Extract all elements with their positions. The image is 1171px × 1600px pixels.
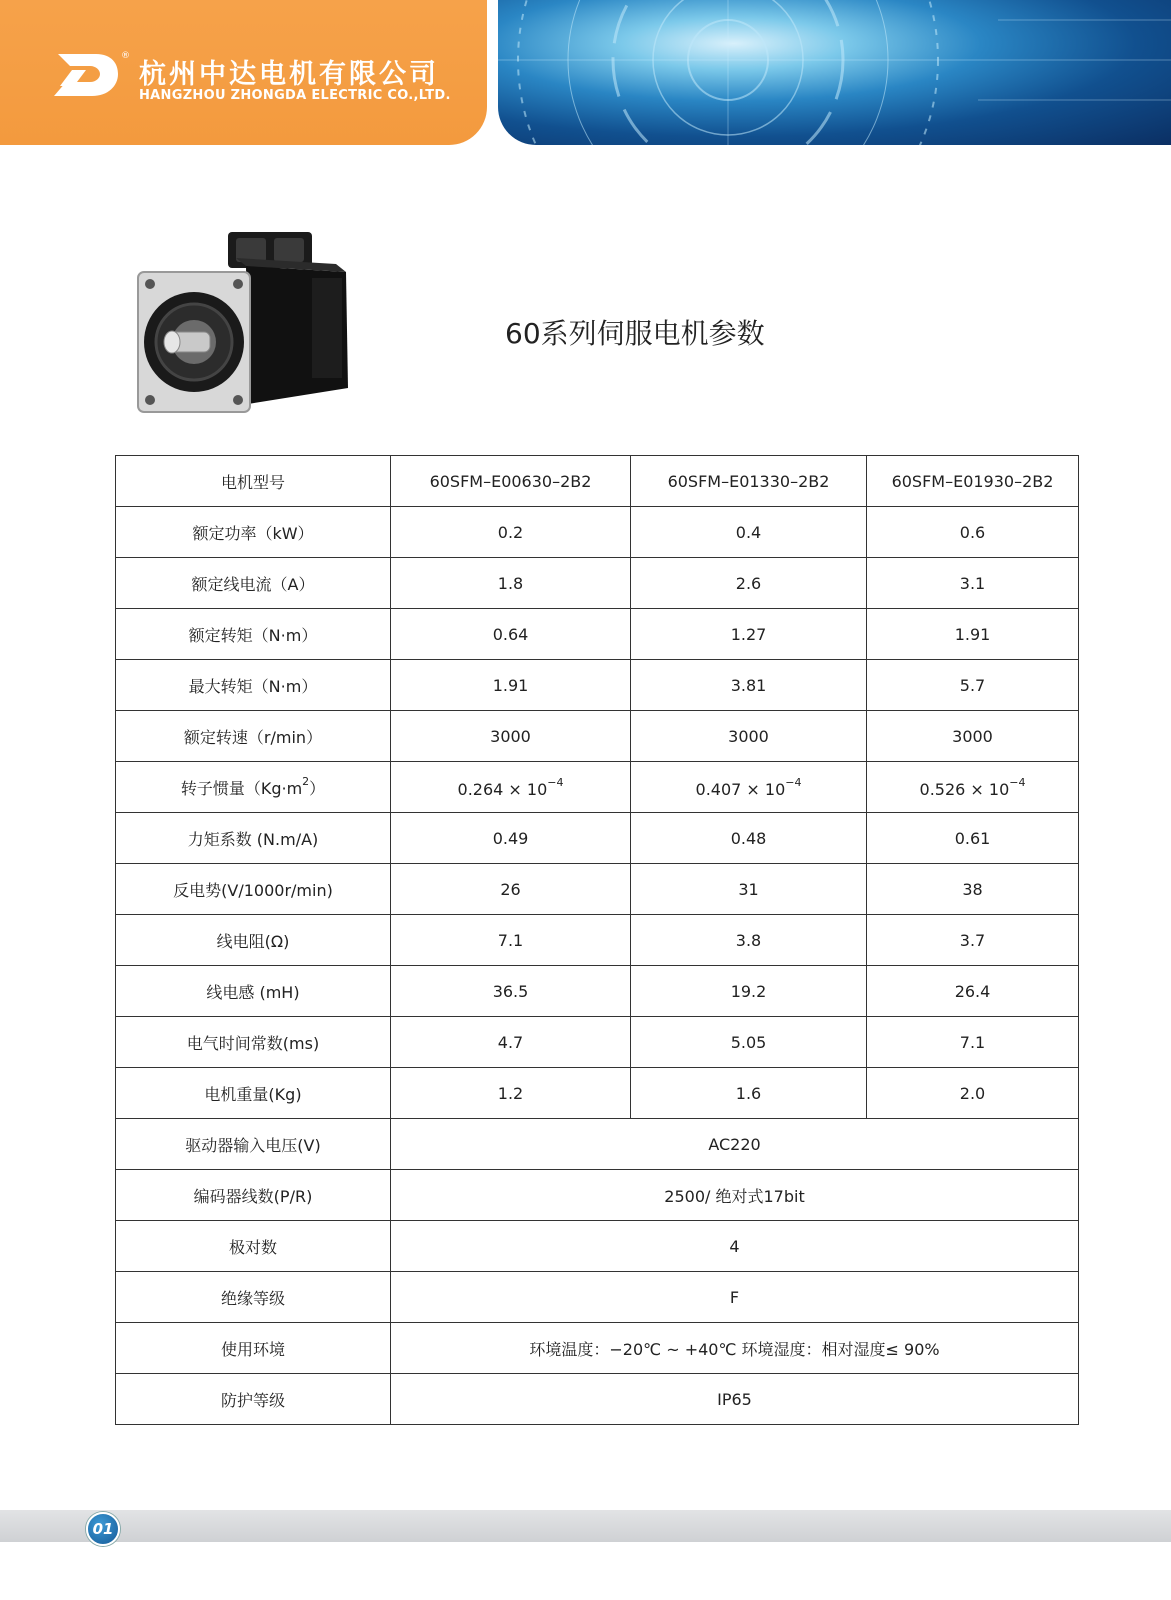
table-row [116,660,1079,711]
registered-mark: ® [121,51,130,61]
model-name: 60SFM–E00630–2B2 [391,456,631,507]
table-row-merged [116,1374,1079,1425]
company-name-en: HANGZHOU ZHONGDA ELECTRIC CO.,LTD. [139,88,451,103]
cell-value: 1.8 [391,558,631,609]
model-name: 60SFM–E01330–2B2 [631,456,867,507]
cell-value: 0.4 [631,507,867,558]
table-header-row [116,456,1079,507]
row-label: 线电阻(Ω) [116,915,391,966]
value-exponent: −4 [1009,775,1026,789]
row-label: 使用环境 [116,1323,391,1374]
value-mantissa: 0.264 × 10 [457,779,548,799]
row-label: 电气时间常数(ms) [116,1017,391,1068]
cell-value: 3000 [631,711,867,762]
row-label: 力矩系数 (N.m/A) [116,813,391,864]
cell-value: 2.6 [631,558,867,609]
cell-value: 1.91 [391,660,631,711]
model-name: 60SFM–E01930–2B2 [867,456,1079,507]
table-row [116,558,1079,609]
page-number-badge: 01 [86,1512,120,1546]
cell-value: 0.64 [391,609,631,660]
servo-motor-photo [136,228,354,424]
cell-value [391,762,631,813]
cell-value: 38 [867,864,1079,915]
footer-bar [0,1510,1171,1542]
cell-value: 3.7 [867,915,1079,966]
row-label: 额定功率（kW） [116,507,391,558]
table-row [116,711,1079,762]
page-title: 60系列伺服电机参数 [505,317,765,350]
zd-logo-icon [52,50,120,98]
table-row [116,609,1079,660]
cell-value: 5.05 [631,1017,867,1068]
row-label: 反电势(V/1000r/min) [116,864,391,915]
merged-value: 2500/ 绝对式17bit [391,1170,1079,1221]
row-label: 电机型号 [116,456,391,507]
table-row [116,1017,1079,1068]
company-name-cn: 杭州中达电机有限公司 [139,59,439,90]
row-label: 驱动器输入电压(V) [116,1119,391,1170]
cell-value: 7.1 [867,1017,1079,1068]
row-label: 电机重量(Kg) [116,1068,391,1119]
value-exponent: −4 [785,775,802,789]
label-text: 转子惯量（Kg·m [180,779,303,798]
cell-value: 1.6 [631,1068,867,1119]
cell-value [631,762,867,813]
cell-value: 26 [391,864,631,915]
header-tech-banner [498,0,1171,145]
spec-table [115,455,1079,1425]
label-text: ） [309,779,326,798]
table-row-inertia [116,762,1079,813]
table-row [116,507,1079,558]
cell-value: 3000 [867,711,1079,762]
merged-value: 环境温度：−20℃ ~ +40℃ 环境湿度：相对湿度≤ 90% [391,1323,1079,1374]
merged-value: 4 [391,1221,1079,1272]
cell-value: 0.48 [631,813,867,864]
table-row [116,1068,1079,1119]
cell-value [867,762,1079,813]
tech-circle-graphic [498,0,1171,145]
cell-value: 3.8 [631,915,867,966]
table-row-merged [116,1170,1079,1221]
value-mantissa: 0.526 × 10 [919,779,1010,799]
merged-value: IP65 [391,1374,1079,1425]
cell-value: 2.0 [867,1068,1079,1119]
row-label: 防护等级 [116,1374,391,1425]
cell-value: 7.1 [391,915,631,966]
table-row-merged [116,1272,1079,1323]
row-label: 线电感 (mH) [116,966,391,1017]
cell-value: 19.2 [631,966,867,1017]
cell-value: 0.61 [867,813,1079,864]
value-exponent: −4 [547,775,564,789]
table-row-merged [116,1221,1079,1272]
row-label: 额定转速（r/min） [116,711,391,762]
row-label: 最大转矩（N·m） [116,660,391,711]
cell-value: 36.5 [391,966,631,1017]
cell-value: 4.7 [391,1017,631,1068]
label-superscript: 2 [302,775,310,788]
header-orange-panel [0,0,487,145]
row-label: 极对数 [116,1221,391,1272]
cell-value: 26.4 [867,966,1079,1017]
cell-value: 0.49 [391,813,631,864]
row-label: 额定线电流（A） [116,558,391,609]
cell-value: 1.27 [631,609,867,660]
cell-value: 5.7 [867,660,1079,711]
cell-value: 3000 [391,711,631,762]
table-row [116,966,1079,1017]
merged-value: AC220 [391,1119,1079,1170]
row-label [116,762,391,813]
row-label: 编码器线数(P/R) [116,1170,391,1221]
value-mantissa: 0.407 × 10 [695,779,786,799]
table-row [116,864,1079,915]
cell-value: 3.1 [867,558,1079,609]
cell-value: 3.81 [631,660,867,711]
row-label: 额定转矩（N·m） [116,609,391,660]
table-row [116,813,1079,864]
row-label: 绝缘等级 [116,1272,391,1323]
cell-value: 1.91 [867,609,1079,660]
cell-value: 31 [631,864,867,915]
cell-value: 1.2 [391,1068,631,1119]
cell-value: 0.2 [391,507,631,558]
table-row-merged [116,1323,1079,1374]
table-row-merged [116,1119,1079,1170]
cell-value: 0.6 [867,507,1079,558]
table-row [116,915,1079,966]
merged-value: F [391,1272,1079,1323]
